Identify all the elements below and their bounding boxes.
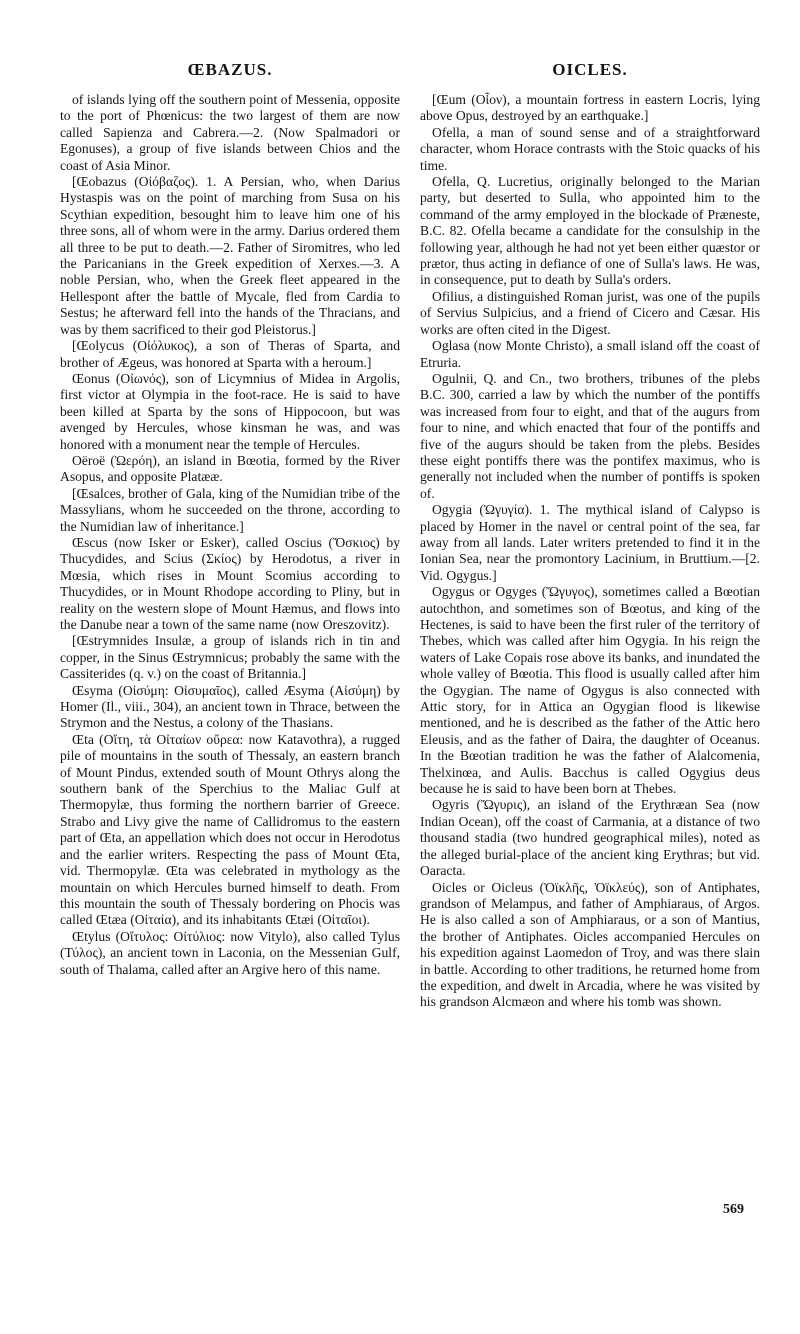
dictionary-entry: Ogyris (Ὤγυρις), an island of the Erythræan Sea (now Indian Ocean), off the coast of Carmania, at a distance of two thousand stadia (two hundred geographical miles), noted as the alleged burial-place of the ancient king Erythras; but vid. Oaracta. [420, 797, 760, 879]
page-number: 569 [723, 1202, 744, 1217]
right-column [420, 92, 760, 1011]
text-columns [60, 92, 760, 1011]
dictionary-entry: [Œolycus (Οἰόλυκος), a son of Theras of Sparta, and brother of Ægeus, was honored at Sparta with a heroum.] [60, 338, 400, 370]
running-head-right: OICLES. [552, 60, 628, 79]
dictionary-entry: Ogulnii, Q. and Cn., two brothers, tribunes of the plebs B.C. 300, carried a law by which the number of the pontiffs was increased from four to eight, and that of the augurs from four to nine, and which enacted that four of the pontiffs and five of the augurs should be taken from the plebs. Besides these eight pontiffs there was the pontifex maximus, who is generally not included when the number of pontiffs is spoken of. [420, 370, 760, 501]
dictionary-entry: Ogygia (Ὠγυγία). 1. The mythical island of Calypso is placed by Homer in the navel or central point of the sea, far away from all lands. Later writers pretended to find it in the Ionian Sea, near the promontory Lacinium, in Bruttium.—[2. Vid. Ogygus.] [420, 502, 760, 583]
dictionary-entry: Ofella, Q. Lucretius, originally belonged to the Marian party, but deserted to Sulla, who appointed him to the command of the army employed in the blockade of Præneste, B.C. 82. Ofella became a candidate for the consulship in the following year, although he had not yet been either quæstor or prætor, thus acting in defiance of one of Sulla's laws. He was, in consequence, put to death by Sulla's orders. [420, 174, 760, 288]
dictionary-entry: Oicles or Oicleus (Ὀϊκλῆς, Ὀϊκλεύς), son of Antiphates, grandson of Melampus, and father of Amphiaraus, of Argos. He is also called a son of Amphiaraus, or a son of Mantius, the brother of Antiphates. Oicles accompanied Hercules on his expedition against Laomedon of Troy, and was there slain in battle. According to other traditions, he returned home from the expedition, and dwelt in Arcadia, where he was visited by his grandson Alcmæon and where his tomb was shown. [420, 879, 760, 1010]
dictionary-entry: Œscus (now Isker or Esker), called Oscius (Ὄσκιος) by Thucydides, and Scius (Σκίος) by Herodotus, a river in Mœsia, which rises in Mount Scomius according to Thucydides, or in Mount Rhodope according to Pliny, but in reality on the western slope of Mount Hæmus, and flows into the Danube near a town of the same name (now Oreszovitz). [60, 534, 400, 632]
dictionary-entry: [Œstrymnides Insulæ, a group of islands rich in tin and copper, in the Sinus Œstrymnicus; probably the same with the Cassiterides (q. v.) on the coast of Britannia.] [60, 633, 400, 682]
dictionary-entry: [Œum (Οἶον), a mountain fortress in eastern Locris, lying above Opus, destroyed by an earthquake.] [420, 92, 760, 124]
dictionary-entry: Œonus (Οἰωνός), son of Licymnius of Midea in Argolis, first victor at Olympia in the foot-race. He is said to have been killed at Sparta by the sons of Hippocoon, but was avenged by Hercules, whose kinsman he was, and was honored with a monument near the temple of Hercules. [60, 370, 400, 452]
dictionary-entry: Ofilius, a distinguished Roman jurist, was one of the pupils of Servius Sulpicius, and a friend of Cicero and Cæsar. His works are often cited in the Digest. [420, 288, 760, 337]
dictionary-entry: Œsyma (Οἰσύμη: Οἰσυμαῖος), called Æsyma (Αἰσύμη) by Homer (Il., viii., 304), an ancient town in Thrace, between the Strymon and the Nestus, a colony of the Thasians. [60, 682, 400, 731]
dictionary-entry: Œta (Οἴτη, τὰ Οἰταίων οὔρεα: now Katavothra), a rugged pile of mountains in the south of Thessaly, an eastern branch of Mount Pindus, extended south of Mount Othrys along the southern bank of the Sperchius to the Maliac Gulf at Thermopylæ, thus forming the northern barrier of Greece. Strabo and Livy give the name of Callidromus to the eastern part of Œta, an appellation which does not occur in Herodotus and the earlier writers. Respecting the pass of Mount Œta, vid. Thermopylæ. Œta was celebrated in mythology as the mountain on which Hercules burned himself to death. From this mountain the south of Thessaly bordering on Phocis was called Œtæa (Οἰταία), and its inhabitants Œtæi (Οἰταῖοι). [60, 731, 400, 928]
dictionary-entry: [Œsalces, brother of Gala, king of the Numidian tribe of the Massylians, whom he succeeded on the throne, according to the Numidian law of inheritance.] [60, 485, 400, 534]
dictionary-entry: Ogygus or Ogyges (Ὤγυγος), sometimes called a Bœotian autochthon, and sometimes son of Bœotus, and king of the Hectenes, is said to have been the first ruler of the territory of Thebes, which was called after him Ogygia. In his reign the waters of Lake Copais rose above its banks, and inundated the whole valley of Bœotia. This flood is usually called after him the Ogygian. The name of Ogygus is also connected with Attic story, for in Attica an Ogygian flood is likewise mentioned, and he is described as the father of the Attic hero Eleusis, and as the father of Daira, the daughter of Oceanus. In the Bœotian tradition he was the father of Alalcomenia, Thelxinœa, and Aulis. Bacchus is called Ogygius deus because he is said to have been born at Thebes. [420, 584, 760, 797]
running-head-left: ŒBAZUS. [187, 60, 273, 79]
running-headers [60, 60, 760, 88]
dictionary-entry: of islands lying off the southern point of Messenia, opposite to the port of Phœnicus: the two largest of them are now called Sapienza and Cabrera.—2. (Now Spalmadori or Egonuses), a group of five islands between Chios and the coast of Asia Minor. [60, 92, 400, 173]
dictionary-entry: Ofella, a man of sound sense and of a straightforward character, whom Horace contrasts with the Stoic quacks of his time. [420, 124, 760, 173]
left-column [60, 92, 400, 1011]
dictionary-entry: Oglasa (now Monte Christo), a small island off the coast of Etruria. [420, 338, 760, 370]
dictionary-entry: [Œobazus (Οἰόβαζος). 1. A Persian, who, when Darius Hystaspis was on the point of marching from Susa on his Scythian expedition, besought him to leave him one of his three sons, all of whom were in the army. Darius ordered them all three to be put to death.—2. Father of Siromitres, who led the Paricanians in the Greek expedition of Xerxes.—3. A noble Persian, who, when the Greek fleet appeared in the Hellespont after the battle of Mycale, fled from Cardia to Sestus; he afterward fell into the hands of the Thracians, and was by them sacrificed to their god Pleistorus.] [60, 174, 400, 337]
dictionary-entry: Œtylus (Οἴτυλος: Οἰτύλιος: now Vitylo), also called Tylus (Τύλος), an ancient town in Laconia, on the Messenian Gulf, south of Thalama, called after an Argive hero of this name. [60, 928, 400, 977]
dictionary-entry: Oëroë (Ὠερόη), an island in Bœotia, formed by the River Asopus, and opposite Platææ. [60, 452, 400, 485]
